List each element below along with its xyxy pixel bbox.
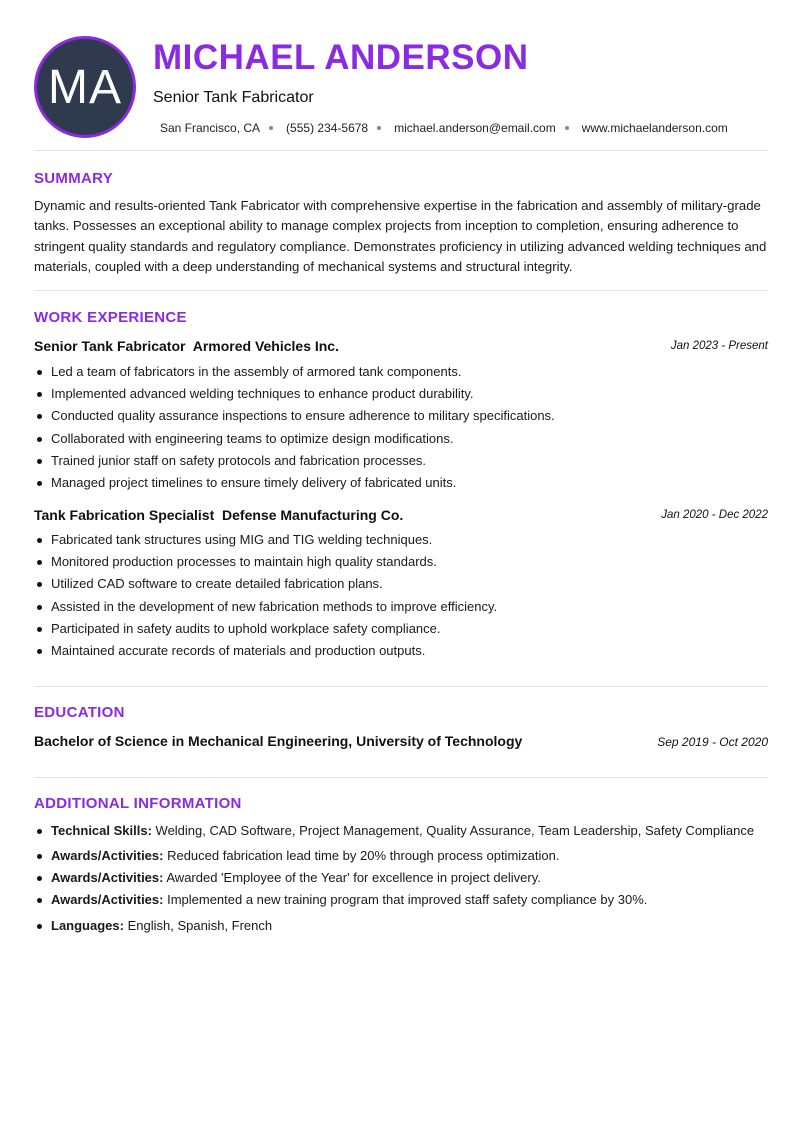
education-dates: Sep 2019 - Oct 2020 [657, 735, 768, 749]
job-title: Tank Fabrication Specialist Defense Manufacturing Co. [34, 507, 404, 523]
info-text: English, Spanish, French [123, 918, 273, 933]
candidate-title: Senior Tank Fabricator [153, 89, 314, 106]
education-entry [34, 733, 768, 751]
section-divider [34, 150, 768, 151]
info-label: Technical Skills: [51, 823, 152, 838]
info-item [34, 847, 774, 865]
summary-text: Dynamic and results-oriented Tank Fabricator with comprehensive expertise in the fabrication and assembly of military-grade tanks. Possesses an exceptional ability to manage complex projects from inception to completion, ensuring adherence to stringent quality standards and regulatory compliance. Demonstrates proficiency in utilizing advanced welding techniques and materials, coupled with a deep understanding of mechanical systems and structural integrity. [34, 198, 767, 275]
info-text: Welding, CAD Software, Project Management, Quality Assurance, Team Leadership, Safety Compliance [151, 823, 755, 838]
info-label: Awards/Activities: [51, 848, 164, 863]
bullet-item: Utilized CAD software to create detailed fabrication plans. [34, 575, 768, 597]
info-label: Awards/Activities: [51, 870, 164, 885]
job-dates: Jan 2023 - Present [670, 340, 768, 352]
info-item [34, 917, 774, 935]
info-item [34, 891, 774, 909]
contact-website: www.michaelanderson.com [581, 121, 728, 135]
contact-email: michael.anderson@email.com [394, 121, 556, 135]
resume-header [34, 34, 768, 138]
degree: Bachelor of Science in Mechanical Engineering, University of Technology [34, 733, 523, 749]
job-dates: Jan 2020 - Dec 2022 [661, 509, 768, 521]
bullet-item: Implemented advanced welding techniques to enhance product durability. [34, 385, 768, 407]
info-label: Languages: [51, 918, 124, 933]
info-item [34, 822, 774, 840]
avatar-initials: MA [48, 60, 122, 114]
separator-dot [377, 126, 381, 130]
contact-phone: (555) 234-5678 [286, 121, 369, 135]
bullet-item: Managed project timelines to ensure timely delivery of fabricated units. [34, 474, 768, 496]
bullet-item: Participated in safety audits to uphold workplace safety compliance. [34, 620, 768, 642]
separator-dot [565, 126, 569, 130]
job-header [34, 507, 768, 525]
contact-line [160, 121, 728, 135]
job-header [34, 338, 768, 356]
additional-info-heading: ADDITIONAL INFORMATION [34, 795, 242, 812]
bullet-item: Assisted in the development of new fabrication methods to improve efficiency. [34, 598, 768, 620]
candidate-name: MICHAEL ANDERSON [153, 38, 529, 77]
summary-heading: SUMMARY [34, 170, 114, 187]
education-heading: EDUCATION [34, 704, 125, 721]
bullet-item: Collaborated with engineering teams to optimize design modifications. [34, 430, 768, 452]
section-divider [34, 686, 768, 687]
bullet-item: Maintained accurate records of materials and production outputs. [34, 642, 768, 664]
avatar [34, 36, 136, 138]
section-divider [34, 777, 768, 778]
info-text: Awarded 'Employee of the Year' for excellence in project delivery. [163, 870, 541, 885]
info-text: Reduced fabrication lead time by 20% through process optimization. [163, 848, 560, 863]
job-bullets [34, 531, 768, 664]
bullet-item: Led a team of fabricators in the assembly of armored tank components. [34, 363, 768, 385]
info-text: Implemented a new training program that improved staff safety compliance by 30%. [163, 892, 648, 907]
bullet-item: Conducted quality assurance inspections to ensure adherence to military specifications. [34, 407, 768, 429]
additional-info-list [34, 822, 774, 935]
separator-dot [269, 126, 273, 130]
info-label: Awards/Activities: [51, 892, 164, 907]
bullet-item: Monitored production processes to maintain high quality standards. [34, 553, 768, 575]
job-bullets [34, 363, 768, 496]
contact-location: San Francisco, CA [160, 121, 261, 135]
section-divider [34, 290, 768, 291]
job-title: Senior Tank Fabricator Armored Vehicles Inc. [34, 338, 339, 354]
info-item [34, 869, 774, 887]
work-experience-heading: WORK EXPERIENCE [34, 309, 187, 326]
bullet-item: Fabricated tank structures using MIG and TIG welding techniques. [34, 531, 768, 553]
bullet-item: Trained junior staff on safety protocols and fabrication processes. [34, 452, 768, 474]
